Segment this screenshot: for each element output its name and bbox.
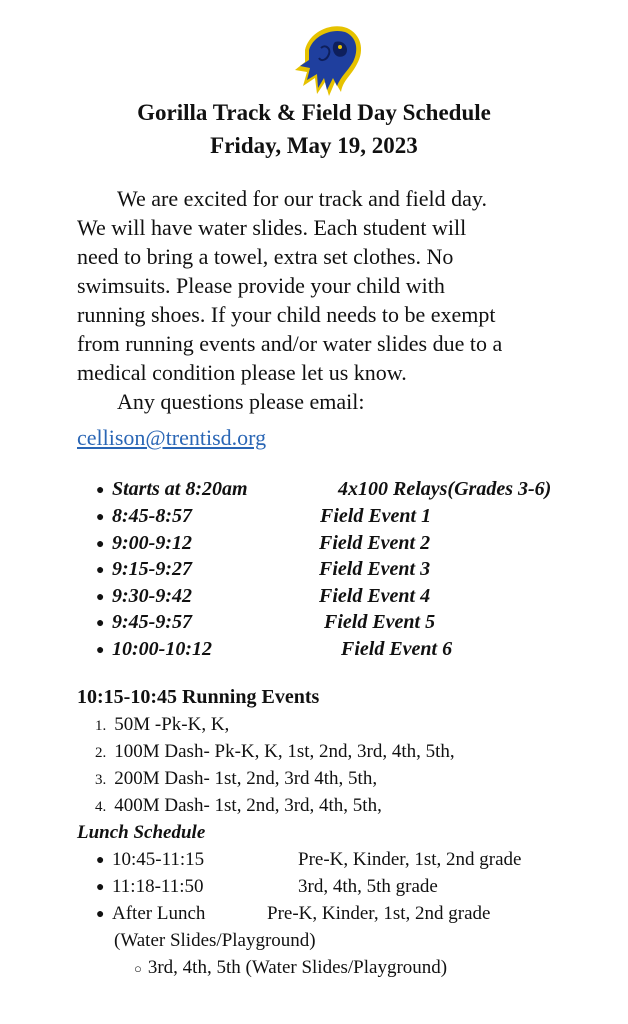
schedule-time: 9:15-9:27 xyxy=(112,558,192,580)
list-number: 2. xyxy=(95,745,107,761)
schedule-event: Field Event 4 xyxy=(319,585,431,607)
gorilla-mascot-icon xyxy=(291,20,365,98)
intro-line: swimsuits. Please provide your child with xyxy=(77,273,445,298)
schedule-time: 9:30-9:42 xyxy=(112,585,192,607)
intro-line: need to bring a towel, extra set clothes. No xyxy=(77,244,454,269)
schedule-event: Field Event 5 xyxy=(324,611,436,633)
intro-line: We are excited for our track and field day. xyxy=(117,186,488,211)
list-item-text: 100M Dash- Pk-K, K, 1st, 2nd, 3rd, 4th, 5th, xyxy=(114,741,455,762)
lunch-time: 10:45-11:15 xyxy=(112,849,205,870)
after-lunch-note: (Water Slides/Playground) xyxy=(114,930,316,951)
list-item-text: 400M Dash- 1st, 2nd, 3rd, 4th, 5th, xyxy=(114,795,382,816)
list-number: 3. xyxy=(95,772,107,788)
list-item xyxy=(95,768,377,790)
schedule-event: Field Event 3 xyxy=(319,558,431,580)
list-number: 1. xyxy=(95,718,107,734)
schedule-event: Field Event 1 xyxy=(320,505,432,527)
schedule-time: 10:00-10:12 xyxy=(112,638,212,660)
questions-text: Any questions please email: xyxy=(117,389,365,414)
list-number: 4. xyxy=(95,799,107,815)
schedule-time: Starts at 8:20am xyxy=(112,478,248,500)
bullet-icon: ● xyxy=(96,907,105,922)
page-title: Gorilla Track & Field Day Schedule xyxy=(137,100,491,125)
lunch-sub-item-text: 3rd, 4th, 5th (Water Slides/Playground) xyxy=(147,957,448,978)
list-item xyxy=(95,795,382,817)
list-item-text: 200M Dash- 1st, 2nd, 3rd 4th, 5th, xyxy=(114,768,378,789)
circle-bullet-icon: ○ xyxy=(134,961,142,976)
bullet-icon: ● xyxy=(96,616,105,631)
intro-line: from running events and/or water slides due to a xyxy=(77,331,503,356)
email-link[interactable]: cellison@trentisd.org xyxy=(77,425,267,450)
schedule-event: 4x100 Relays(Grades 3-6) xyxy=(338,478,552,500)
bullet-icon: ● xyxy=(96,483,105,498)
lunch-desc: 3rd, 4th, 5th grade xyxy=(298,876,438,897)
bullet-icon: ● xyxy=(96,880,105,895)
intro-line: medical condition please let us know. xyxy=(77,360,407,385)
bullet-icon: ● xyxy=(96,590,105,605)
schedule-time: 8:45-8:57 xyxy=(112,505,192,527)
bullet-icon: ● xyxy=(96,643,105,658)
schedule-event: Field Event 2 xyxy=(319,532,431,554)
event-date: Friday, May 19, 2023 xyxy=(210,133,418,158)
list-item-text: 50M -Pk-K, K, xyxy=(114,714,230,735)
bullet-icon: ● xyxy=(96,853,105,868)
schedule-time: 9:00-9:12 xyxy=(112,532,192,554)
bullet-icon: ● xyxy=(96,510,105,525)
schedule-event: Field Event 6 xyxy=(341,638,453,660)
lunch-sub-item xyxy=(134,957,447,979)
intro-line: running shoes. If your child needs to be exempt xyxy=(77,302,496,327)
lunch-desc: Pre-K, Kinder, 1st, 2nd grade xyxy=(298,849,522,870)
lunch-desc: Pre-K, Kinder, 1st, 2nd grade xyxy=(267,903,491,924)
schedule-time: 9:45-9:57 xyxy=(112,611,192,633)
list-item xyxy=(95,741,455,763)
lunch-heading: Lunch Schedule xyxy=(77,822,206,843)
running-events-heading: 10:15-10:45 Running Events xyxy=(77,686,320,708)
bullet-icon: ● xyxy=(96,537,105,552)
bullet-icon: ● xyxy=(96,563,105,578)
intro-paragraph xyxy=(77,184,607,416)
list-item xyxy=(95,714,229,736)
intro-line: We will have water slides. Each student will xyxy=(77,215,467,240)
lunch-time: 11:18-11:50 xyxy=(112,876,204,897)
lunch-time: After Lunch xyxy=(112,903,206,924)
